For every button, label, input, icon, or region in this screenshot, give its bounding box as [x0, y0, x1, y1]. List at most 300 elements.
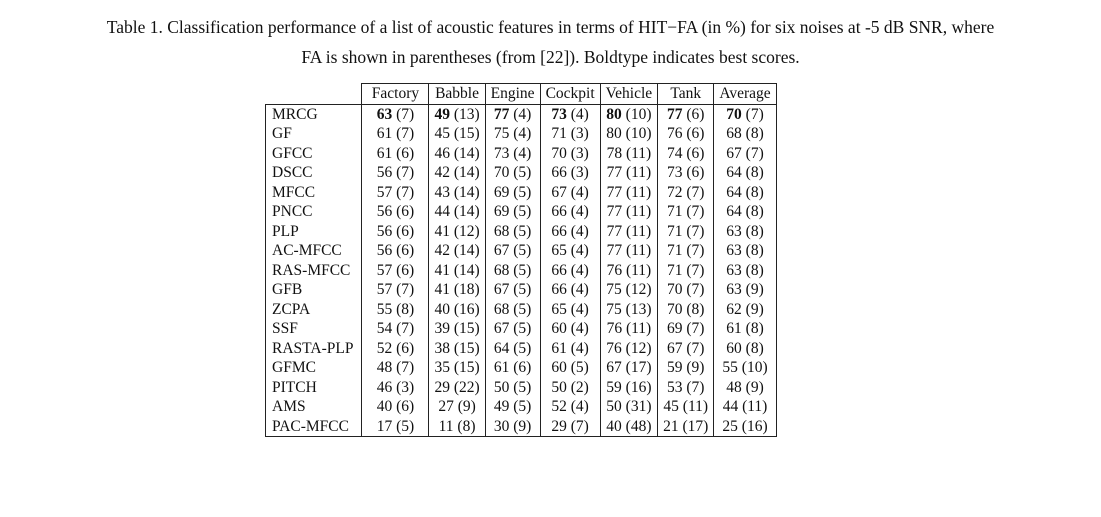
fa-value: (11) [625, 222, 652, 240]
fa-value: (4) [570, 105, 589, 123]
score-cell [600, 280, 657, 300]
score-cell [600, 124, 657, 144]
score-cell [714, 241, 776, 261]
fa-value: (3) [570, 164, 589, 181]
hit-fa-score: 46 [376, 378, 393, 396]
fa-value: (15) [453, 125, 480, 142]
table-row [266, 104, 777, 124]
hit-fa-score: 49 [434, 105, 450, 123]
score-cell [540, 339, 600, 359]
hit-fa-score: 48 [376, 359, 393, 376]
hit-fa-score: 52 [551, 398, 567, 415]
fa-value: (7) [686, 222, 705, 240]
hit-fa-score: 61 [551, 339, 567, 357]
fa-value: (10) [625, 125, 652, 142]
fa-value: (5) [513, 398, 532, 415]
fa-value: (4) [570, 339, 589, 357]
fa-value: (7) [745, 144, 764, 162]
hit-fa-score: 65 [551, 300, 567, 318]
hit-fa-score: 68 [726, 125, 742, 142]
hit-fa-score: 41 [434, 281, 450, 298]
fa-value: (7) [686, 203, 705, 220]
fa-value: (8) [745, 164, 764, 181]
fa-value: (7) [686, 339, 705, 357]
score-cell [485, 339, 540, 359]
hit-fa-score: 68 [493, 222, 510, 240]
score-cell [658, 261, 714, 281]
hit-fa-score: 68 [493, 261, 510, 279]
hit-fa-score: 71 [667, 203, 683, 220]
fa-value: (7) [686, 281, 705, 298]
fa-value: (8) [457, 417, 476, 435]
hit-fa-score: 45 [663, 398, 679, 415]
fa-value: (9) [513, 417, 532, 435]
hit-fa-score: 41 [434, 222, 450, 240]
table-row [266, 124, 777, 144]
fa-value: (6) [686, 164, 705, 181]
score-cell [600, 163, 657, 183]
hit-fa-score: 60 [551, 320, 567, 337]
feature-name: AC-MFCC [266, 241, 362, 261]
fa-value: (7) [686, 183, 705, 201]
fa-value: (8) [396, 300, 415, 318]
fa-value: (8) [686, 300, 705, 318]
hit-fa-score: 59 [606, 378, 622, 396]
hit-fa-score: 57 [376, 183, 393, 201]
score-cell [485, 104, 540, 124]
fa-value: (7) [396, 359, 415, 376]
score-cell [658, 183, 714, 203]
column-header: Cockpit [540, 84, 600, 105]
hit-fa-score: 55 [376, 300, 393, 318]
score-cell [485, 261, 540, 281]
hit-fa-score: 70 [667, 281, 683, 298]
fa-value: (14) [453, 183, 480, 201]
hit-fa-score: 57 [376, 261, 393, 279]
feature-name: DSCC [266, 163, 362, 183]
feature-name: GF [266, 124, 362, 144]
fa-value: (5) [513, 164, 532, 181]
fa-value: (11) [625, 242, 652, 259]
fa-value: (11) [625, 261, 652, 279]
score-cell [600, 261, 657, 281]
hit-fa-score: 29 [434, 378, 450, 396]
fa-value: (31) [625, 398, 652, 415]
table-row [266, 378, 777, 398]
fa-value: (7) [745, 105, 764, 123]
fa-value: (8) [745, 203, 764, 220]
score-cell [600, 300, 657, 320]
hit-fa-score: 74 [667, 144, 683, 162]
fa-value: (16) [625, 378, 652, 396]
hit-fa-score: 69 [493, 203, 510, 220]
score-cell [429, 339, 485, 359]
score-cell [600, 319, 657, 339]
score-cell [658, 202, 714, 222]
score-cell [362, 397, 429, 417]
hit-fa-score: 64 [726, 203, 742, 220]
fa-value: (14) [453, 144, 480, 162]
hit-fa-score: 45 [434, 125, 450, 142]
table-row [266, 319, 777, 339]
fa-value: (16) [453, 300, 480, 318]
column-header: Average [714, 84, 776, 105]
hit-fa-score: 60 [726, 339, 742, 357]
fa-value: (4) [570, 203, 589, 220]
fa-value: (8) [745, 222, 764, 240]
score-cell [714, 222, 776, 242]
column-header: Factory [362, 84, 429, 105]
header-row [266, 84, 777, 105]
hit-fa-score: 40 [376, 398, 393, 415]
hit-fa-score: 76 [606, 320, 623, 337]
fa-value: (4) [513, 144, 532, 162]
score-cell [658, 300, 714, 320]
hit-fa-score: 60 [551, 359, 567, 376]
feature-name: PAC-MFCC [266, 417, 362, 437]
score-cell [362, 339, 429, 359]
score-cell [658, 397, 714, 417]
score-cell [485, 163, 540, 183]
column-header: Vehicle [600, 84, 657, 105]
fa-value: (3) [570, 144, 589, 162]
score-cell [485, 202, 540, 222]
hit-fa-score: 80 [606, 105, 622, 123]
score-cell [714, 163, 776, 183]
fa-value: (11) [625, 320, 652, 337]
fa-value: (14) [453, 261, 480, 279]
score-cell [600, 241, 657, 261]
score-cell [658, 358, 714, 378]
results-table [265, 83, 777, 437]
caption-line-2: FA is shown in parentheses (from [22]). Boldtype indicates best scores. [301, 47, 800, 67]
fa-value: (4) [570, 183, 589, 201]
table-row [266, 358, 777, 378]
fa-value: (7) [686, 320, 705, 337]
fa-value: (4) [570, 242, 589, 259]
score-cell [714, 417, 776, 437]
table-row [266, 241, 777, 261]
fa-value: (4) [570, 300, 589, 318]
score-cell [600, 183, 657, 203]
score-cell [714, 124, 776, 144]
hit-fa-score: 42 [434, 242, 450, 259]
hit-fa-score: 50 [606, 398, 622, 415]
feature-name: GFMC [266, 358, 362, 378]
score-cell [714, 202, 776, 222]
score-cell [658, 417, 714, 437]
hit-fa-score: 56 [376, 222, 393, 240]
score-cell [362, 261, 429, 281]
fa-value: (22) [453, 378, 480, 396]
fa-value: (15) [453, 339, 480, 357]
fa-value: (2) [570, 378, 589, 396]
feature-name: RAS-MFCC [266, 261, 362, 281]
score-cell [485, 300, 540, 320]
score-cell [362, 319, 429, 339]
hit-fa-score: 52 [376, 339, 393, 357]
fa-value: (5) [513, 261, 532, 279]
fa-value: (6) [686, 144, 705, 162]
score-cell [600, 339, 657, 359]
fa-value: (6) [686, 125, 705, 142]
score-cell [429, 183, 485, 203]
fa-value: (5) [513, 203, 532, 220]
fa-value: (11) [625, 164, 652, 181]
hit-fa-score: 55 [722, 359, 738, 376]
hit-fa-score: 66 [551, 203, 567, 220]
hit-fa-score: 59 [667, 359, 683, 376]
hit-fa-score: 63 [726, 281, 742, 298]
hit-fa-score: 73 [493, 144, 510, 162]
fa-value: (6) [513, 359, 532, 376]
hit-fa-score: 30 [493, 417, 510, 435]
score-cell [540, 397, 600, 417]
hit-fa-score: 38 [434, 339, 450, 357]
fa-value: (17) [682, 417, 709, 435]
fa-value: (6) [396, 398, 415, 415]
score-cell [600, 417, 657, 437]
hit-fa-score: 77 [606, 222, 623, 240]
score-cell [600, 202, 657, 222]
table-caption [20, 12, 1081, 72]
hit-fa-score: 67 [551, 183, 567, 201]
fa-value: (8) [745, 320, 764, 337]
hit-fa-score: 76 [667, 125, 683, 142]
score-cell [362, 163, 429, 183]
score-cell [429, 417, 485, 437]
score-cell [658, 339, 714, 359]
hit-fa-score: 77 [606, 183, 623, 201]
score-cell [540, 144, 600, 164]
hit-fa-score: 72 [667, 183, 683, 201]
score-cell [540, 124, 600, 144]
hit-fa-score: 68 [493, 300, 510, 318]
hit-fa-score: 56 [376, 242, 393, 259]
hit-fa-score: 62 [726, 300, 742, 318]
score-cell [540, 378, 600, 398]
score-cell [429, 378, 485, 398]
table-row [266, 300, 777, 320]
score-cell [658, 378, 714, 398]
hit-fa-score: 44 [722, 398, 739, 415]
fa-value: (9) [457, 398, 476, 415]
score-cell [485, 397, 540, 417]
hit-fa-score: 35 [434, 359, 450, 376]
fa-value: (5) [513, 378, 532, 396]
hit-fa-score: 75 [606, 300, 622, 318]
score-cell [429, 300, 485, 320]
score-cell [540, 222, 600, 242]
column-header: Engine [485, 84, 540, 105]
score-cell [714, 183, 776, 203]
score-cell [540, 104, 600, 124]
fa-value: (5) [570, 359, 589, 376]
fa-value: (6) [396, 261, 415, 279]
fa-value: (11) [682, 398, 709, 415]
score-cell [658, 163, 714, 183]
score-cell [485, 280, 540, 300]
table-row [266, 222, 777, 242]
hit-fa-score: 63 [376, 105, 393, 123]
hit-fa-score: 43 [434, 183, 450, 201]
hit-fa-score: 27 [438, 398, 454, 415]
hit-fa-score: 67 [606, 359, 622, 376]
score-cell [429, 124, 485, 144]
score-cell [714, 397, 776, 417]
score-cell [600, 378, 657, 398]
fa-value: (13) [625, 300, 652, 318]
score-cell [485, 183, 540, 203]
hit-fa-score: 25 [722, 417, 738, 435]
hit-fa-score: 46 [434, 144, 450, 162]
table-row [266, 339, 777, 359]
hit-fa-score: 49 [493, 398, 510, 415]
fa-value: (7) [396, 164, 415, 181]
fa-value: (6) [396, 222, 415, 240]
fa-value: (11) [625, 203, 652, 220]
fa-value: (3) [570, 125, 589, 142]
fa-value: (12) [453, 222, 480, 240]
score-cell [600, 144, 657, 164]
score-cell [362, 358, 429, 378]
fa-value: (12) [625, 339, 652, 357]
hit-fa-score: 17 [376, 417, 393, 435]
fa-value: (14) [453, 164, 480, 181]
hit-fa-score: 73 [667, 164, 683, 181]
feature-name: GFB [266, 280, 362, 300]
fa-value: (15) [453, 320, 480, 337]
fa-value: (9) [745, 281, 764, 298]
feature-name: PNCC [266, 202, 362, 222]
hit-fa-score: 67 [493, 320, 510, 337]
score-cell [429, 202, 485, 222]
hit-fa-score: 69 [493, 183, 510, 201]
fa-value: (8) [745, 242, 764, 259]
column-header: Tank [658, 84, 714, 105]
hit-fa-score: 57 [376, 281, 393, 298]
hit-fa-score: 42 [434, 164, 450, 181]
hit-fa-score: 73 [551, 105, 567, 123]
score-cell [485, 417, 540, 437]
hit-fa-score: 64 [726, 183, 742, 201]
column-header: Babble [429, 84, 485, 105]
fa-value: (8) [745, 183, 764, 201]
hit-fa-score: 77 [606, 242, 623, 259]
score-cell [362, 417, 429, 437]
feature-name: PITCH [266, 378, 362, 398]
hit-fa-score: 77 [606, 164, 623, 181]
hit-fa-score: 39 [434, 320, 450, 337]
score-cell [540, 280, 600, 300]
score-cell [540, 300, 600, 320]
fa-value: (7) [570, 417, 589, 435]
fa-value: (16) [741, 417, 768, 435]
hit-fa-score: 61 [493, 359, 510, 376]
score-cell [540, 417, 600, 437]
fa-value: (8) [745, 261, 764, 279]
fa-value: (15) [453, 359, 480, 376]
fa-value: (7) [686, 378, 705, 396]
fa-value: (13) [453, 105, 480, 123]
hit-fa-score: 77 [493, 105, 510, 123]
score-cell [540, 319, 600, 339]
table-row [266, 397, 777, 417]
fa-value: (5) [513, 320, 532, 337]
fa-value: (7) [396, 183, 415, 201]
fa-value: (3) [396, 378, 415, 396]
score-cell [714, 339, 776, 359]
fa-value: (5) [513, 281, 532, 298]
table-row [266, 417, 777, 437]
score-cell [540, 241, 600, 261]
score-cell [429, 241, 485, 261]
fa-value: (48) [625, 417, 652, 435]
fa-value: (11) [742, 398, 768, 415]
hit-fa-score: 63 [726, 261, 742, 279]
hit-fa-score: 70 [726, 105, 742, 123]
hit-fa-score: 63 [726, 222, 742, 240]
table-row [266, 144, 777, 164]
feature-name: PLP [266, 222, 362, 242]
score-cell [658, 144, 714, 164]
fa-value: (4) [570, 281, 589, 298]
table-row [266, 163, 777, 183]
fa-value: (4) [570, 320, 589, 337]
fa-value: (9) [745, 300, 764, 318]
fa-value: (5) [513, 183, 532, 201]
fa-value: (5) [396, 417, 415, 435]
fa-value: (4) [570, 261, 589, 279]
fa-value: (7) [396, 105, 415, 123]
fa-value: (7) [396, 320, 415, 337]
score-cell [540, 202, 600, 222]
hit-fa-score: 75 [606, 281, 622, 298]
hit-fa-score: 40 [606, 417, 622, 435]
feature-name: AMS [266, 397, 362, 417]
score-cell [485, 319, 540, 339]
hit-fa-score: 71 [551, 125, 567, 142]
hit-fa-score: 76 [606, 339, 622, 357]
table-row [266, 183, 777, 203]
score-cell [658, 319, 714, 339]
hit-fa-score: 63 [726, 242, 742, 259]
hit-fa-score: 71 [667, 242, 683, 259]
fa-value: (5) [513, 339, 532, 357]
header-corner [266, 84, 362, 105]
score-cell [429, 163, 485, 183]
score-cell [485, 358, 540, 378]
fa-value: (9) [686, 359, 705, 376]
fa-value: (14) [453, 242, 480, 259]
score-cell [362, 300, 429, 320]
fa-value: (6) [686, 105, 705, 123]
score-cell [485, 378, 540, 398]
score-cell [362, 378, 429, 398]
feature-name: GFCC [266, 144, 362, 164]
score-cell [362, 202, 429, 222]
table-row [266, 261, 777, 281]
hit-fa-score: 70 [667, 300, 683, 318]
score-cell [429, 104, 485, 124]
table-body [266, 104, 777, 437]
score-cell [658, 104, 714, 124]
score-cell [362, 241, 429, 261]
hit-fa-score: 67 [493, 242, 510, 259]
fa-value: (14) [453, 203, 480, 220]
fa-value: (11) [625, 183, 652, 201]
fa-value: (12) [625, 281, 652, 298]
